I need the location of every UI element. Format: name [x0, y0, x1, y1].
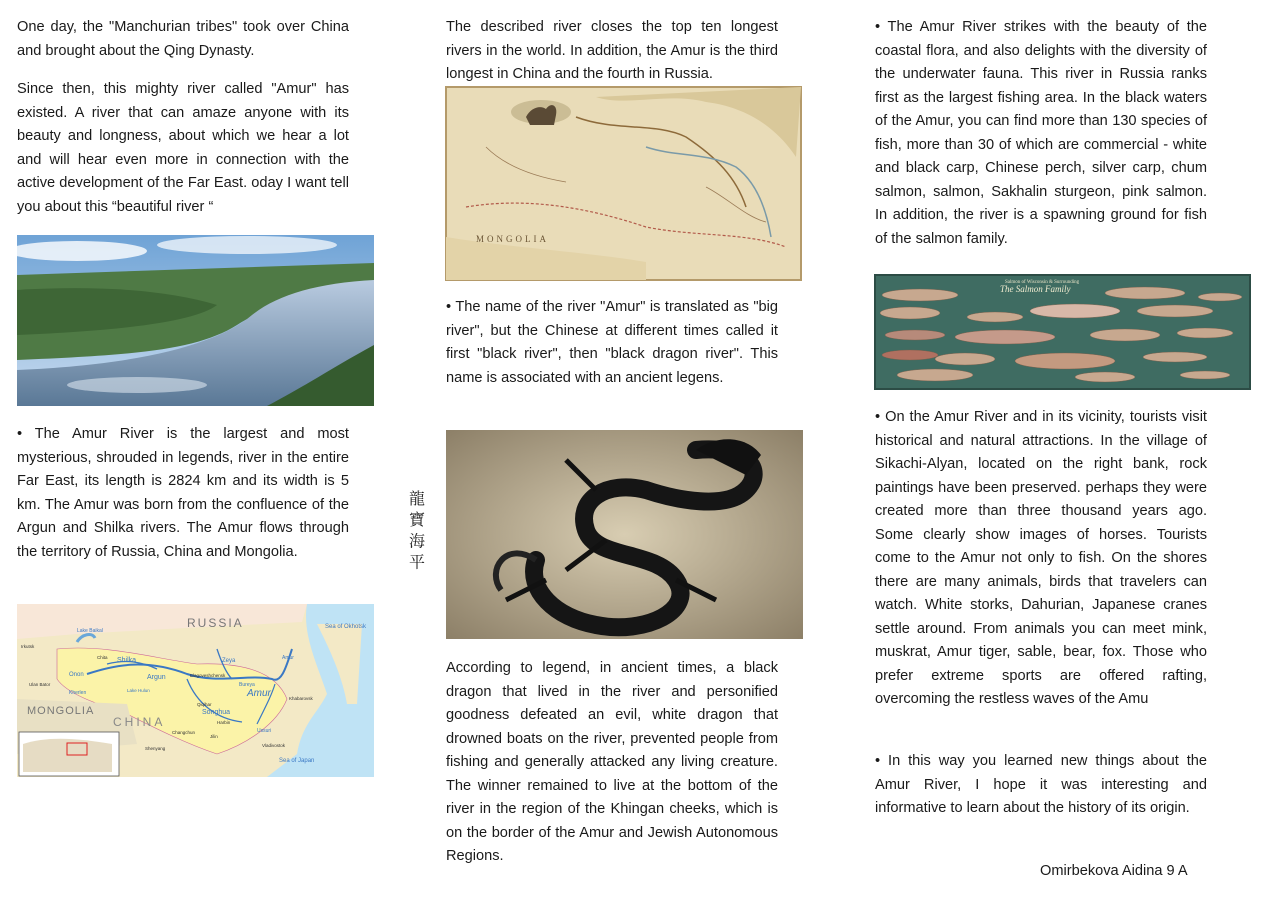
- map-label-amur: Amur: [247, 688, 271, 699]
- map-label-ulan-bator: Ulan Bator: [29, 682, 51, 687]
- salmon-poster-subtitle: Salmon of Wisconsin & Surrounding: [1005, 280, 1080, 285]
- map-label-harbin: Harbin: [217, 720, 231, 725]
- map-label-amur-lower: Amur: [282, 655, 294, 661]
- map-label-lake-baikal: Lake Baikal: [77, 628, 103, 634]
- map-label-kherlen: Kherlen: [69, 690, 87, 696]
- col2-paragraph-legend: According to legend, in ancient times, a black dragon that lived in the river and personified goodness defeated an evil, white dragon that drowned boats on the river, prevented people from fishing and generally attacked any living creature. The winner remained to live at the bottom of the river in the region of the Khingan cheeks, which is on the border of the Amur and Jewish Autonomous Regions.: [446, 660, 778, 864]
- col3-paragraph-attractions: • On the Amur River and in its vicinity, tourists visit historical and natural attractions. In the village of Sikachi-Alyan, located on the right bank, rock paintings have been preserved. perhaps they were created more than three thousand years ago. Some clearly show images of horses. Tourists come to the Amur not only to fish. On the shores there are many animals, birds that travelers can watch. White storks, Dahurian, Japanese cranes settle around. From animals you can meet mink, muskrat, Amur tiger, sable, bear, fox. Those who prefer extreme sports are offered rafting, overcoming the restless waves of the Amu: [875, 409, 1207, 707]
- black-dragon-image: [406, 430, 803, 639]
- map-label-russia: RUSSIA: [187, 616, 244, 630]
- antique-map-image: [446, 87, 801, 280]
- map-label-zeya: Zeya: [222, 658, 236, 664]
- map-label-songhua: Songhua: [202, 709, 231, 716]
- map-label-shenyang: Shenyang: [145, 746, 166, 751]
- map-label-jilin: Jilin: [210, 734, 218, 739]
- map-label-changchun: Changchun: [172, 730, 196, 735]
- antique-map-label: MONGOLIA: [476, 234, 549, 244]
- map-label-lake-hulun: Lake Hulun: [127, 688, 150, 693]
- map-label-vladivostok: Vladivostok: [262, 743, 286, 748]
- map-label-onon: Onon: [69, 672, 84, 678]
- col3-paragraph-flora-fauna: • The Amur River strikes with the beauty of the coastal flora, and also delights with the diversity of the underwater fauna. This river in Russia ranks first as the largest fishing area. In the black waters of the Amur, you can find more than 130 species of fish, more than 30 of which are commercial - white and black carp, Chinese perch, silver carp, chum salmon, salmon, Sakhalin sturgeon, pink salmon. In addition, the river is a spawning ground for fish of the salmon family.: [875, 19, 1207, 247]
- map-label-mongolia: MONGOLIA: [27, 705, 95, 717]
- map-label-chita: Chita: [97, 655, 108, 660]
- col1-paragraph-largest-river: • The Amur River is the largest and most mysterious, shrouded in legends, river in the entire Far East, its length is 2824 km and its width is 5 km. The Amur was born from the confluence of the Argun and Shilka rivers. The Amur flows through the territory of Russia, China and Mongolia.: [17, 426, 349, 560]
- amur-basin-map: [17, 604, 374, 777]
- map-label-irkutsk: Irkutsk: [21, 644, 35, 649]
- map-label-bureya: Bureya: [239, 682, 255, 688]
- map-label-argun: Argun: [147, 674, 166, 681]
- salmon-family-poster: [875, 275, 1250, 389]
- river-aerial-photo: [17, 235, 374, 406]
- map-label-qiqihar: Qiqihar: [197, 702, 212, 707]
- map-label-blagoveshchensk: Blagoveshchensk: [190, 673, 226, 678]
- col2-paragraph-name-meaning: • The name of the river "Amur" is translated as "big river", but the Chinese at different times called it first "black river", then "black dragon river". This name is associated with an ancient legens.: [446, 299, 778, 386]
- map-label-shilka: Shilka: [117, 657, 137, 664]
- map-label-sea-okhotsk: Sea of Okhotsk: [325, 624, 367, 630]
- salmon-poster-title: The Salmon Family: [1000, 284, 1071, 294]
- col1-paragraph-intro: One day, the "Manchurian tribes" took over China and brought about the Qing Dynasty.: [17, 19, 349, 59]
- author-signature: Omirbekova Aidina 9 A: [1040, 863, 1188, 879]
- col1-paragraph-mighty-river: Since then, this mighty river called "Amur" has existed. A river that can amaze anyone with its beauty and longness, about which we hear a lot and will hear even more in connection with the active development of the Far East. oday I want tell you about this “beautiful river “: [17, 81, 349, 215]
- dragon-calligraphy: 龍 寶 海 平: [406, 490, 426, 570]
- map-label-khabarovsk: Khabarovsk: [289, 696, 313, 701]
- map-label-china: CHINA: [113, 715, 166, 729]
- map-label-ussuri: Ussuri: [257, 728, 272, 734]
- col2-paragraph-top-ten: The described river closes the top ten longest rivers in the world. In addition, the Amur is the third longest in China and the fourth in Russia.: [446, 19, 778, 82]
- col3-paragraph-conclusion: • In this way you learned new things about the Amur River, I hope it was interesting and informative to learn about the history of its origin.: [875, 753, 1207, 816]
- map-label-sea-japan: Sea of Japan: [279, 758, 315, 764]
